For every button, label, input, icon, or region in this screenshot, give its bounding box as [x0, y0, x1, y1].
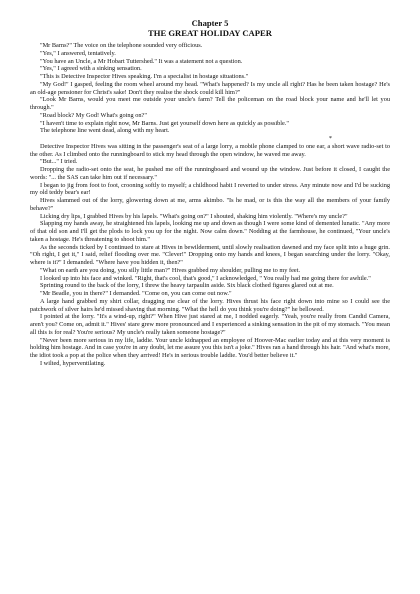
- paragraph: Sprinting round to the back of the lorry, I threw the heavy tarpaulin aside. Six black clothed figures glared out at me.: [40, 282, 334, 290]
- paragraph: The telephone line went dead, along with my heart.: [40, 127, 170, 135]
- paragraph: "Mr Barns?" The voice on the telephone sounded very officious.: [40, 42, 203, 49]
- paragraph: Dropping the radio-set onto the seat, he pushed me off the runningboard and wound up the window. Just before it closed, I caught the words: "... the SAS can take him out if necessary.": [30, 166, 390, 181]
- chapter-title: THE GREAT HOLIDAY CAPER: [148, 28, 272, 38]
- chapter-label: Chapter 5: [191, 18, 229, 28]
- paragraph: As the seconds ticked by I continued to stare at Hives in bewilderment, until slowly realisation dawned and my face split into a huge grin. "Oh right, I get it," I said, relief flooding over me. "Clever!" Dropping onto my hands and knees, I began searching under the lorry. "Okay, where is it?" I demanded. "Where have you hidden it, then?": [30, 243, 390, 266]
- paragraph: "You have an Uncle, a Mr Hobart Tuttershed." It was a statement not a question.: [40, 57, 243, 65]
- paragraph: "Road block? My God! What's going on?": [40, 111, 147, 119]
- paragraph: "But..." I tried.: [40, 158, 78, 166]
- paragraph: Hives slammed out of the lorry, glowering down at me, arms akimbo. "Is he mad, or is this the way all the members of your family behave?": [30, 197, 390, 212]
- paragraph: "My God!" I gasped, feeling the room wheel around my head. "What's happened? Is my uncle all right? Has he been taken hostage? He's an old-age pensioner for Christ's sake! Don't they realise the shock could kill him?": [30, 80, 390, 96]
- paragraph: I wilted, hyperventilating.: [40, 359, 106, 367]
- paragraph: Detective Inspector Hives was sitting in the passenger's seat of a large lorry, a mobile phone clamped to one ear, a short wave radio-set to the other. As I climbed onto the runningboard to stick my head through the open window, he waved me away.: [30, 142, 390, 158]
- paragraph: "What on earth are you doing, you silly little man?" Hives grabbed my shoulder, pulling me to my feet.: [40, 266, 301, 274]
- paragraph: "This is Detective Inspector Hives speaking. I'm a specialist in hostage situations.": [40, 73, 249, 80]
- paragraph: "Yes," I answered, tentatively.: [40, 49, 116, 57]
- paragraph: A large hand grabbed my shirt collar, dragging me clear of the lorry. Hives thrust his face right down into mine so I could see the patchwork of silver hairs he'd missed shaving that morning. "What the hell do you think you're doing?" he bellowed.: [30, 297, 390, 313]
- paragraph: Slapping my hands away, he straightened his lapels, looking me up and down as though I were some kind of demented lunatic. "Any more of that old son and I'll get the plods to lock you up for the night. Now calm down." Nodding at the farmhouse, he continued, "Your uncle's taken a hostage. He's threatening to shoot him.": [30, 220, 390, 243]
- paragraph: "Mr Beadle, you in there?" I demanded. "Come on, you can come out now.": [40, 290, 232, 297]
- paragraph: I looked up into his face and winked. "Right, that's cool, that's good," I acknowledged, " You really had me going there for awhile.": [40, 274, 371, 282]
- paragraph: "Look Mr Barns, would you meet me outside your uncle's farm? Tell the policeman on the road block your name and he'll let you through.": [30, 96, 390, 111]
- paragraph: "I haven't time to explain right now, Mr Barns. Just get yourself down here as quickly as possible.": [40, 119, 289, 127]
- section-separator: *: [328, 135, 332, 142]
- paragraph: I pointed at the lorry. "It's a wind-up, right?" When Hive just stared at me, I nodded eagerly. "Yeah, you're really from Candid Camera, aren't you? Come on, admit it." Hives' stare grew more pronounced and I experienced a sinking sensation in the pit of my stomach. "You mean all this is for real? You're serious? My uncle's really taken someone hostage?": [30, 313, 390, 336]
- paragraph: "Yes," I agreed with a sinking sensation.: [40, 65, 142, 73]
- paragraph: "Never been more serious in my life, laddie. Your uncle kidnapped an employee of Hoover-Mac earlier today and at this very moment is holding him hostage. And in case you're in any doubt, let me assure you this isn't a joke." Hives ran a hand through his hair. "And what's more, the idiot took a pop at the police when they arrived! He's in serious trouble laddie. You'd better believe it.": [30, 336, 390, 359]
- book-page: [30, 18, 390, 368]
- paragraph: I began to jig from foot to foot, crooning softly to myself; a childhood habit I reverted to under stress. Any minute now and I'd be sucking my old teddy bear's ear!: [30, 181, 390, 197]
- paragraph: Licking dry lips, I grabbed Hives by his lapels. "What's going on?" I shouted, shaking him violently. "Where's my uncle?": [40, 212, 348, 220]
